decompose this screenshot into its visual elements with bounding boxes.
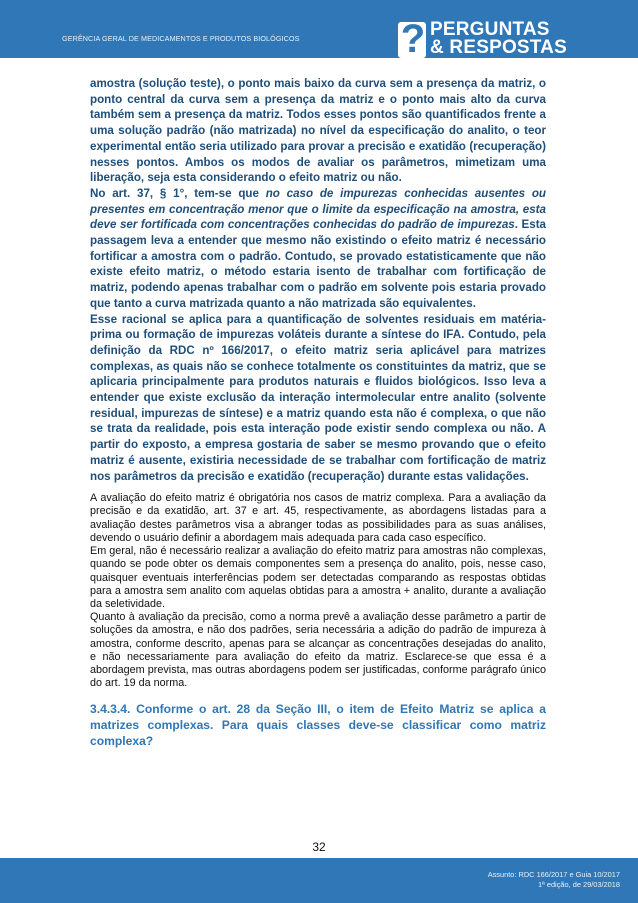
question-paragraph-3: Esse racional se aplica para a quantificação de solventes residuais em matéria-prima ou formação de impurezas voláteis durante a síntese do IFA. Contudo, pela definição da RDC nº 166/2017, o efeito matriz seria aplicável para matrizes complexas, as quais não se conhece totalmente os constituintes da matriz, que se aplicaria principalmente para produtos naturais e fluidos biológicos. Isso leva a entender que existe exclusão da interação intermolecular entre analito (solvente residual, impurezas de síntese) e a matriz quando esta não é complexa, o que não se trata da realidade, pois esta interação pode existir sendo complexa ou não. A partir do exposto, a empresa gostaria de saber se mesmo provando que o efeito matriz é ausente, existiria necessidade de se trabalhar com fortificação de matriz nos parâmetros da precisão e exatidão (recuperação) durante estas validações.	[90, 312, 546, 483]
footer-subject: Assunto: RDC 166/2017 e Guia 10/2017	[487, 870, 620, 879]
question-paragraph-1: amostra (solução teste), o ponto mais baixo da curva sem a presença da matriz, o ponto central da curva sem a presença da matriz e o ponto mais alto da curva também sem a presença da matriz. Todos esses pontos são quantificados frente a uma solução padrão (não matrizada) no nível da especificação do analito, o teor experimental então seria utilizado para provar a precisão e exatidão (recuperação) nesses pontos. Ambos os modos de avaliar os parâmetros, mimetizam uma liberação, seja esta considerando o efeito matriz ou não.	[90, 77, 546, 185]
footer-edition: 1ª edição, de 29/03/2018	[537, 880, 620, 889]
paragraph-2-rest: . Esta passagem leva a entender que mesmo não existindo o efeito matriz é necessário fortificar a amostra com o padrão. Contudo, se provado estatisticamente que não existe efeito matriz, o método estaria isento de trabalhar com fortificação de matriz, podendo apenas trabalhar com o padrão em solvente pois estaria provado que tanto a curva matrizada quanto a não matrizada são equivalentes.	[90, 218, 547, 310]
answer-paragraph-2: Em geral, não é necessário realizar a avaliação do efeito matriz para amostras não complexas, quando se pode obter os demais componentes sem a presença do analito, pois, nesse caso, quaisquer eventuais interferências podem ser detectadas comparando as respostas obtidas para a amostra sem analito com aquelas obtidas para a amostra + analito, durante a avaliação da seletividade.	[90, 545, 546, 610]
question-mark-logo-icon: ?	[400, 17, 426, 61]
page-number: 32	[312, 840, 326, 854]
logo-title-line2: & RESPOSTAS	[430, 37, 567, 58]
answer-paragraph-1: A avaliação do efeito matriz é obrigatória nos casos de matriz complexa. Para a avaliação da precisão e da exatidão, art. 37 e art. 45, respectivamente, as abordagens listadas para a avaliação destes parâmetros visa a abranger todas as possibilidades para as suas análises, devendo o usuário definir a abordagem mais adequada para cada caso específico.	[90, 492, 546, 544]
logo-title-line1: PERGUNTAS	[430, 19, 550, 40]
paragraph-2-quote: no caso de impurezas conhecidas ausentes ou presentes em concentração menor que o limite da especificação na amostra, esta deve ser fortificada com concentrações conhecidas do padrão de impurezas	[90, 186, 546, 232]
paragraph-2-intro: No art. 37, § 1°, tem-se que	[90, 186, 266, 200]
document-body	[90, 76, 546, 761]
question-paragraph-2	[90, 186, 546, 312]
answer-paragraph-3: Quanto à avaliação da precisão, como a norma prevê a avaliação desse parâmetro a partir de soluções da amostra, e não dos padrões, seria necessária a adição do padrão de impureza à amostra, conforme descrito, apenas para se alcançar as concentrações desejadas do analito, e não necessariamente para avaliação do efeito da matriz. Esclarece-se que essa é a abordagem prevista, mas outras abordagens podem ser justificadas, conforme parágrafo único do art. 19 da norma.	[90, 611, 546, 690]
header-org-name: GERÊNCIA GERAL DE MEDICAMENTOS E PRODUTOS BIOLÓGICOS	[62, 34, 300, 43]
next-question-heading: 3.4.3.4. Conforme o art. 28 da Seção III, o item de Efeito Matriz se aplica a matrizes complexas. Para quais classes deve-se classificar como matriz complexa?	[90, 702, 546, 749]
